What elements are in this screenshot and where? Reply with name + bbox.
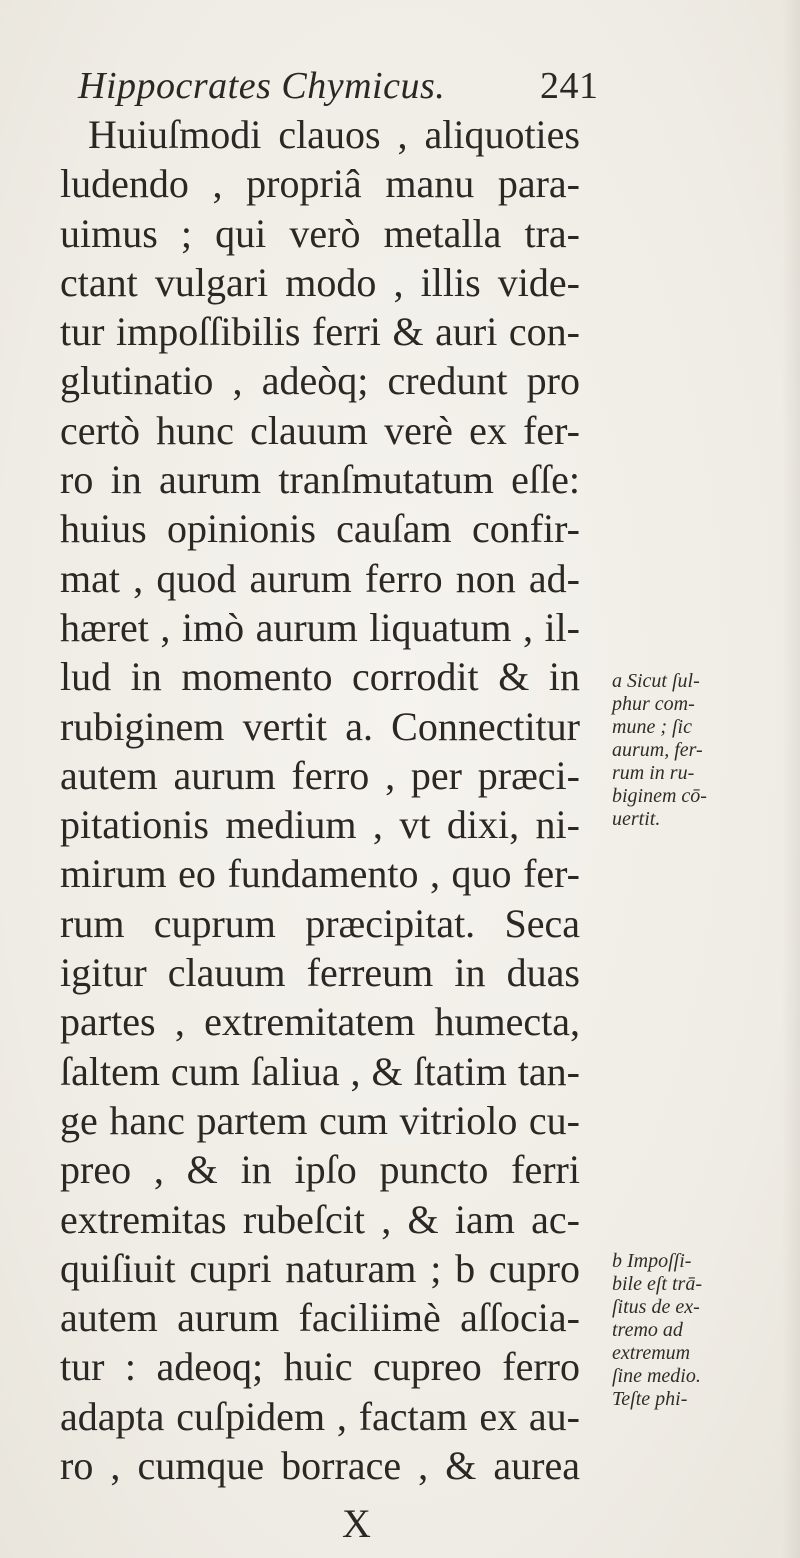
running-title: Hippocrates Chymicus. [78,65,446,107]
marginal-line: tremo ad [612,1319,683,1341]
text-line: tur impoſſibilis ferri & auri con- [60,309,580,355]
marginal-line: ſine medio. [612,1365,701,1387]
marginal-line: aurum, fer- [612,739,703,761]
marginal-line: ſitus de ex- [612,1296,700,1318]
text-line: tur : adeoq; huic cupreo ferro [60,1344,580,1390]
marginal-line: rum in ru- [612,762,695,784]
signature-mark: X [342,1501,371,1546]
text-line: ſaltem cum ſaliua , & ſtatim tan- [60,1048,580,1094]
marginal-line: Teſte phi- [612,1388,688,1410]
text-line: extremitas rubeſcit , & iam ac- [60,1196,580,1242]
text-line: huius opinionis cauſam confir- [60,506,580,552]
text-line: hæret , imò aurum liquatum , il- [60,604,580,650]
text-line: uimus ; qui verò metalla tra- [60,210,580,256]
text-line: ro , cumque borrace , & aurea [60,1443,580,1489]
text-line: autem aurum ferro , per præci- [60,752,580,798]
marginal-line: b Impoſſi- [612,1250,692,1272]
text-line: glutinatio , adeòq; credunt pro [60,358,580,404]
text-line: quiſiuit cupri naturam ; b cupro [60,1245,580,1291]
marginal-line: bile eſt trā- [612,1273,702,1295]
text-line: ro in aurum tranſmutatum eſſe: [60,457,580,503]
text-line: certò hunc clauum verè ex fer- [60,407,580,453]
text-line: ge hanc partem cum vitriolo cu- [60,1097,580,1143]
marginal-line: biginem cō- [612,785,707,807]
text-line: ctant vulgari modo , illis vide- [60,259,580,305]
marginal-line: a Sicut ſul- [612,670,700,692]
text-line: mat , quod aurum ferro non ad- [60,555,580,601]
marginal-line: phur com- [612,693,695,715]
marginal-line: mune ; ſic [612,716,692,738]
text-line: partes , extremitatem humecta, [60,999,580,1045]
page-header [78,64,638,108]
marginal-line: uertit. [612,808,661,830]
text-line: preo , & in ipſo puncto ferri [60,1147,580,1193]
marginal-note-b [612,1250,792,1411]
text-line: pitationis medium , vt dixi, ni- [60,802,580,848]
text-line: igitur clauum ferreum in duas [60,950,580,996]
text-line: Huiuſmodi clauos , aliquoties [88,112,580,157]
text-line: autem aurum faciliimè aſſocia- [60,1295,580,1341]
text-line: mirum eo fundamento , quo fer- [60,851,580,897]
text-line: rum cuprum præcipitat. Seca [60,900,580,946]
marginal-line: extremum [612,1342,691,1364]
main-text-block [60,110,580,1490]
text-line: ludendo , propriâ manu para- [60,161,580,207]
text-line: adapta cuſpidem , factam ex au- [60,1393,580,1439]
text-line: rubiginem vertit a. Connectitur [60,703,580,749]
page-edge-shadow [782,0,800,1558]
marginal-note-a [612,670,792,831]
page-number: 241 [540,65,599,107]
text-line: lud in momento corrodit & in [60,654,580,700]
